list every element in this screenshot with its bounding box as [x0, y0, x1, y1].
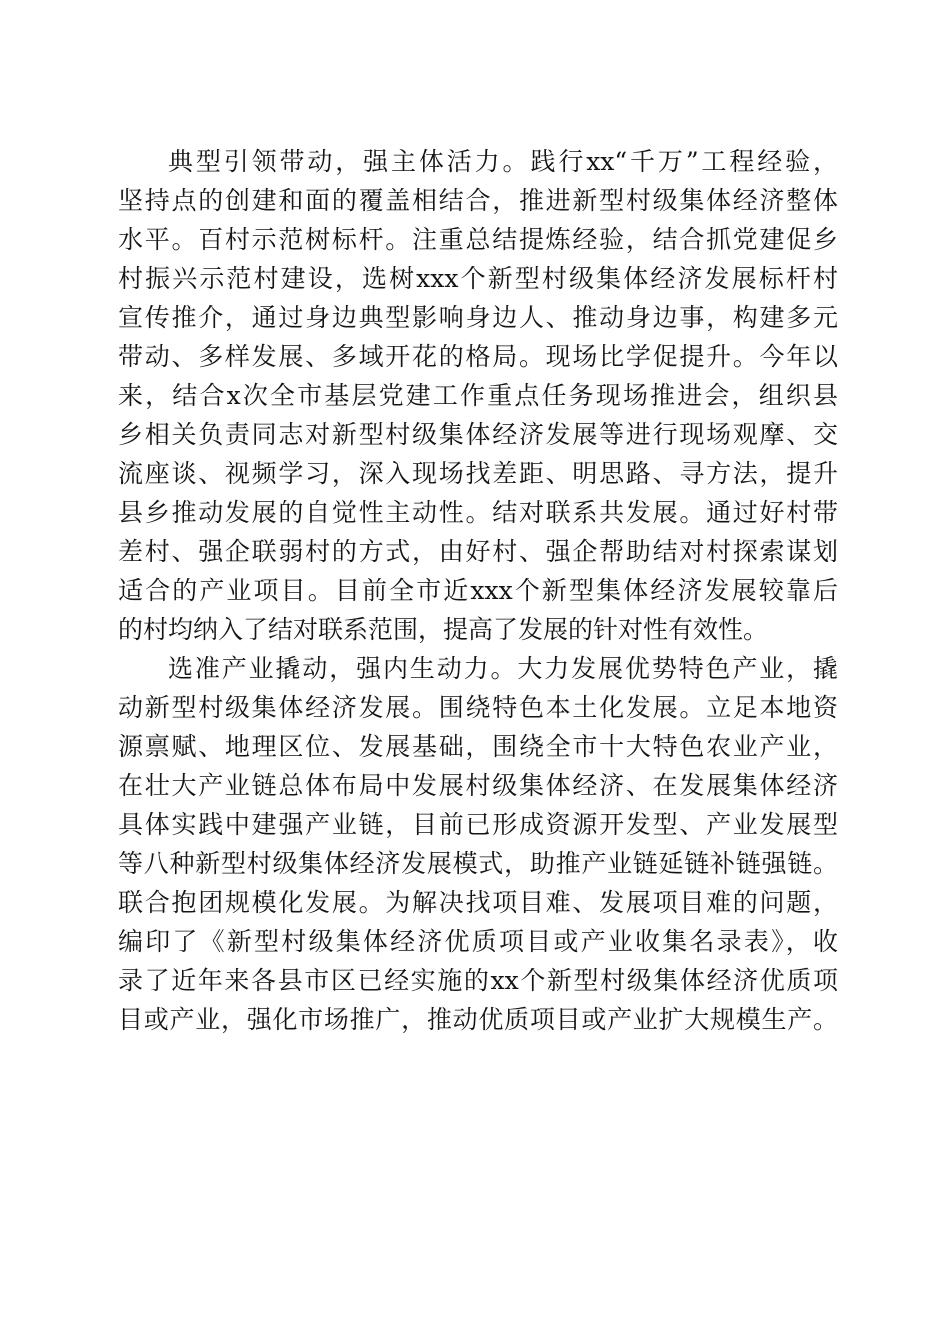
text-line: 目或产业，强化市场推广，推动优质项目或产业扩大规模生产。: [118, 1005, 838, 1034]
text-line: 带动、多样发展、多域开花的格局。现场比学促提升。今年以: [118, 342, 838, 371]
text-line: 流座谈、视频学习，深入现场找差距、明思路、寻方法，提升: [118, 459, 838, 488]
text-line: 县乡推动发展的自觉性主动性。结对联系共发展。通过好村带: [118, 498, 838, 527]
text-line: 具体实践中建强产业链，目前已形成资源开发型、产业发展型: [118, 810, 838, 839]
text-line: 源禀赋、地理区位、发展基础，围绕全市十大特色农业产业，: [118, 732, 838, 761]
text-line: 水平。百村示范树标杆。注重总结提炼经验，结合抓党建促乡: [118, 225, 838, 254]
text-line: 典型引领带动，强主体活力。践行xx“千万”工程经验，: [168, 147, 838, 176]
text-line: 在壮大产业链总体布局中发展村级集体经济、在发展集体经济: [118, 771, 838, 800]
paragraph-industry-driven: [118, 649, 838, 1039]
text-line: 动新型村级集体经济发展。围绕特色本土化发展。立足本地资: [118, 693, 838, 722]
text-line: 村振兴示范村建设，选树xxx个新型村级集体经济发展标杆村: [118, 264, 838, 293]
text-line: 坚持点的创建和面的覆盖相结合，推进新型村级集体经济整体: [118, 186, 838, 215]
text-line: 等八种新型村级集体经济发展模式，助推产业链延链补链强链。: [118, 849, 838, 878]
document-body: [118, 142, 838, 1039]
text-line: 来，结合x次全市基层党建工作重点任务现场推进会，组织县: [118, 381, 838, 410]
text-line: 联合抱团规模化发展。为解决找项目难、发展项目难的问题，: [118, 888, 838, 917]
text-line: 的村均纳入了结对联系范围，提高了发展的针对性有效性。: [118, 615, 769, 644]
text-line: 差村、强企联弱村的方式，由好村、强企帮助结对村探索谋划: [118, 537, 838, 566]
paragraph-typical-leadership: [118, 142, 838, 649]
text-line: 宣传推介，通过身边典型影响身边人、推动身边事，构建多元: [118, 303, 838, 332]
text-line: 适合的产业项目。目前全市近xxx个新型集体经济发展较靠后: [118, 576, 838, 605]
text-line: 选准产业撬动，强内生动力。大力发展优势特色产业，撬: [168, 654, 838, 683]
text-line: 编印了《新型村级集体经济优质项目或产业收集名录表》，收: [118, 927, 838, 956]
text-line: 乡相关负责同志对新型村级集体经济发展等进行现场观摩、交: [118, 420, 838, 449]
text-line: 录了近年来各县市区已经实施的xx个新型村级集体经济优质项: [118, 966, 838, 995]
